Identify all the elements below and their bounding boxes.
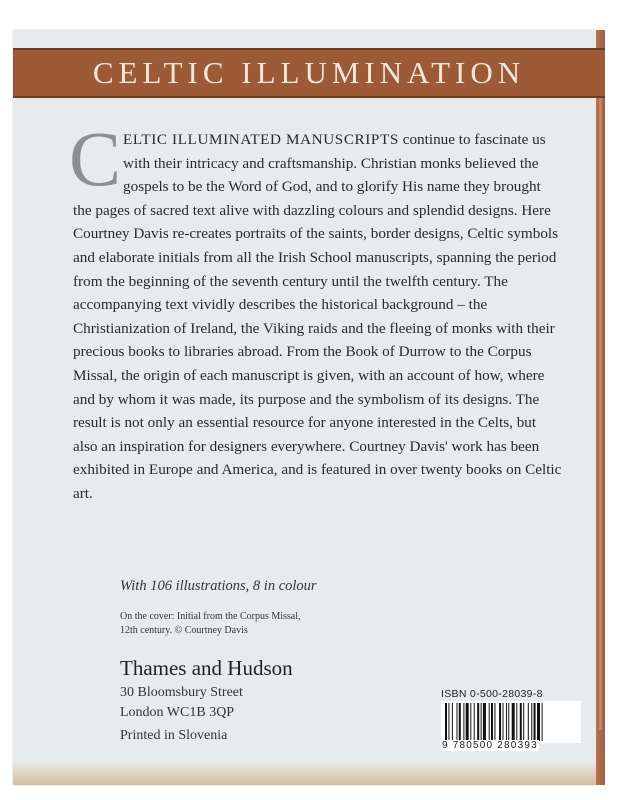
barcode-bars [441, 701, 581, 743]
barcode-bar [474, 703, 475, 741]
publisher-address [120, 683, 243, 723]
barcode-bar [537, 703, 540, 741]
barcode-bar [483, 703, 486, 741]
water-stain [13, 762, 596, 785]
barcode-image [441, 701, 581, 743]
barcode-bar [470, 703, 471, 741]
blurb-lead-in: ELTIC ILLUMINATED MANUSCRIPTS [123, 131, 399, 148]
barcode-bar [494, 703, 495, 741]
printed-in: Printed in Slovenia [120, 728, 228, 743]
barcode-bar [448, 703, 449, 741]
barcode-bar [506, 703, 507, 741]
barcode-bar [512, 703, 515, 741]
barcode-bar [452, 703, 453, 741]
barcode-bar [531, 703, 532, 741]
barcode-bar [459, 703, 461, 741]
drop-cap: C [69, 115, 122, 202]
spine-highlight [599, 90, 602, 730]
barcode-bar [520, 703, 522, 741]
barcode-bar [481, 703, 482, 741]
barcode-bar [466, 703, 469, 741]
isbn-number: ISBN 0-500-28039-8 [441, 688, 543, 700]
blurb [69, 115, 563, 506]
title-banner [13, 50, 605, 96]
barcode-bar [508, 703, 509, 741]
barcode-bar [477, 703, 479, 741]
barcode-bar [534, 703, 536, 741]
banner-bottom-rule [13, 96, 605, 98]
barcode-bar [542, 703, 543, 741]
barcode-bar [491, 703, 493, 741]
illustrations-note: With 106 illustrations, 8 in colour [120, 578, 317, 594]
barcode-bar [528, 703, 529, 741]
address-line-2: London WC1B 3QP [120, 705, 235, 720]
publisher-name: Thames and Hudson [120, 656, 293, 680]
barcode-bar [499, 703, 501, 741]
blurb-body: continue to fascinate us with their intricacy and craftsmanship. Christian monks believed the gospels to be the Word of God, and to glorify His name they brought the pages of sacred text alive with dazzling colours and splendid designs. Here Courtney Davis re-creates portraits of the saints, border designs, Celtic symbols and elaborate initials from all the Irish School manuscripts, spanning the period from the beginning of the seventh century until the twelfth century. The accompanying text vividly describes the historical background – the Christianization of Ireland, the Viking raids and the fleeing of monks with their precious books to libraries abroad. From the Book of Durrow to the Corpus Missal, the origin of each manuscript is given, with an account of how, where and by whom it was made, its purpose and the symbolism of its designs. The result is not only an essential resource for anyone interested in the Celts, but also an inspiration for designers everywhere. Courtney Davis' work has been exhibited in Europe and America, and is featured in over twenty books on Celtic art. [73, 131, 562, 502]
barcode-digits: 9 780500 280393 [442, 740, 538, 751]
cover-credit-line-1: On the cover: Initial from the Corpus Missal, [120, 611, 301, 622]
barcode-bar [457, 703, 458, 741]
barcode-bar [489, 703, 490, 741]
barcode-bar [503, 703, 504, 741]
cover-credit-line-2: 12th century. © Courtney Davis [120, 625, 248, 636]
barcode-bar [516, 703, 517, 741]
cover-title: CELTIC ILLUMINATION [92, 55, 526, 90]
address-line-1: 30 Bloomsbury Street [120, 685, 243, 700]
barcode-bar [463, 703, 464, 741]
cover-credit [120, 610, 340, 638]
barcode-bar [523, 703, 524, 741]
barcode-bar [445, 703, 447, 741]
